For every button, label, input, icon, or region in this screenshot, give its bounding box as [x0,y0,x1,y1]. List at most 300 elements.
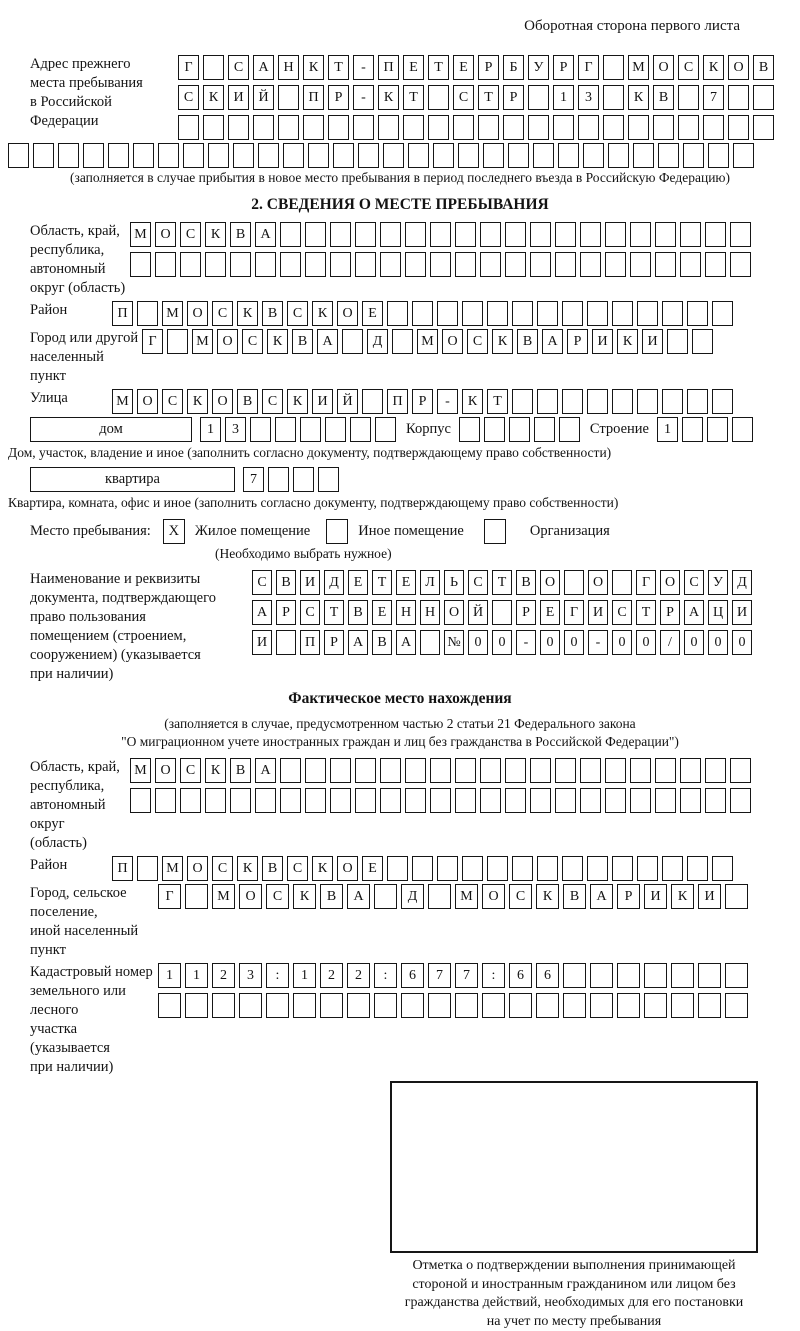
char-cell[interactable] [512,389,533,414]
char-cell[interactable] [437,301,458,326]
char-cell[interactable] [239,993,262,1018]
char-cell[interactable] [528,115,549,140]
char-cell[interactable]: С [612,600,632,625]
char-cell[interactable]: : [374,963,397,988]
char-cell[interactable] [455,993,478,1018]
char-cell[interactable]: П [300,630,320,655]
char-cell[interactable] [328,115,349,140]
char-cell[interactable] [512,301,533,326]
char-cell[interactable] [330,788,351,813]
char-cell[interactable] [698,993,721,1018]
char-cell[interactable] [692,329,713,354]
char-cell[interactable] [405,788,426,813]
char-cell[interactable] [680,222,701,247]
char-cell[interactable] [530,222,551,247]
char-cell[interactable]: - [588,630,608,655]
char-cell[interactable]: В [653,85,674,110]
char-cell[interactable]: 3 [225,417,246,442]
char-cell[interactable] [655,788,676,813]
char-cell[interactable] [580,252,601,277]
char-cell[interactable] [212,993,235,1018]
char-cell[interactable]: Р [324,630,344,655]
char-cell[interactable]: О [187,301,208,326]
char-cell[interactable] [583,143,604,168]
char-cell[interactable]: А [347,884,370,909]
char-cell[interactable]: М [130,222,151,247]
char-cell[interactable] [644,963,667,988]
char-cell[interactable] [203,55,224,80]
char-cell[interactable] [280,788,301,813]
char-cell[interactable]: А [253,55,274,80]
char-cell[interactable]: В [753,55,774,80]
char-cell[interactable]: 0 [612,630,632,655]
char-cell[interactable] [512,856,533,881]
char-cell[interactable] [178,115,199,140]
char-cell[interactable]: С [468,570,488,595]
char-cell[interactable]: 0 [492,630,512,655]
char-cell[interactable] [712,301,733,326]
char-cell[interactable]: П [112,301,133,326]
char-cell[interactable] [578,115,599,140]
char-cell[interactable]: А [255,222,276,247]
char-cell[interactable]: М [112,389,133,414]
char-cell[interactable]: 0 [636,630,656,655]
char-cell[interactable] [374,993,397,1018]
char-cell[interactable] [405,222,426,247]
char-cell[interactable] [680,788,701,813]
char-cell[interactable]: В [262,856,283,881]
char-cell[interactable]: М [162,301,183,326]
char-cell[interactable] [58,143,79,168]
char-cell[interactable] [508,143,529,168]
char-cell[interactable]: № [444,630,464,655]
char-cell[interactable]: Е [362,856,383,881]
char-cell[interactable] [355,252,376,277]
char-cell[interactable] [428,993,451,1018]
char-cell[interactable] [387,856,408,881]
char-cell[interactable] [605,252,626,277]
char-cell[interactable]: 1 [657,417,678,442]
char-cell[interactable] [108,143,129,168]
char-cell[interactable] [355,788,376,813]
char-cell[interactable] [453,115,474,140]
char-cell[interactable] [725,993,748,1018]
char-cell[interactable] [728,115,749,140]
char-cell[interactable]: Н [420,600,440,625]
char-cell[interactable]: С [242,329,263,354]
char-cell[interactable]: С [678,55,699,80]
char-cell[interactable]: П [378,55,399,80]
char-cell[interactable]: 6 [401,963,424,988]
char-cell[interactable] [492,600,512,625]
char-cell[interactable] [608,143,629,168]
char-cell[interactable]: 0 [564,630,584,655]
char-cell[interactable]: И [644,884,667,909]
char-cell[interactable]: Д [401,884,424,909]
char-cell[interactable] [562,301,583,326]
char-cell[interactable] [430,222,451,247]
char-cell[interactable] [637,389,658,414]
char-cell[interactable]: О [337,856,358,881]
char-cell[interactable] [33,143,54,168]
char-cell[interactable]: 1 [293,963,316,988]
char-cell[interactable]: В [517,329,538,354]
char-cell[interactable]: Р [412,389,433,414]
char-cell[interactable] [580,222,601,247]
char-cell[interactable]: 3 [578,85,599,110]
char-cell[interactable]: И [588,600,608,625]
char-cell[interactable] [347,993,370,1018]
char-cell[interactable] [253,115,274,140]
char-cell[interactable] [580,758,601,783]
char-cell[interactable]: И [732,600,752,625]
char-cell[interactable] [480,222,501,247]
char-cell[interactable] [680,758,701,783]
char-cell[interactable] [268,467,289,492]
checkbox-inoe[interactable] [326,519,348,544]
char-cell[interactable]: С [453,85,474,110]
char-cell[interactable] [430,788,451,813]
char-cell[interactable] [505,758,526,783]
char-cell[interactable]: О [187,856,208,881]
char-cell[interactable]: О [540,570,560,595]
char-cell[interactable]: Т [324,600,344,625]
char-cell[interactable] [330,758,351,783]
char-cell[interactable]: В [237,389,258,414]
char-cell[interactable] [158,143,179,168]
char-cell[interactable] [330,252,351,277]
char-cell[interactable] [605,758,626,783]
char-cell[interactable] [374,884,397,909]
char-cell[interactable] [612,856,633,881]
char-cell[interactable] [320,993,343,1018]
char-cell[interactable]: В [262,301,283,326]
char-cell[interactable]: Р [276,600,296,625]
char-cell[interactable]: Г [158,884,181,909]
char-cell[interactable]: К [203,85,224,110]
char-cell[interactable] [680,252,701,277]
char-cell[interactable] [487,301,508,326]
char-cell[interactable]: А [590,884,613,909]
char-cell[interactable]: Г [564,600,584,625]
char-cell[interactable]: К [205,222,226,247]
char-cell[interactable] [430,252,451,277]
char-cell[interactable] [555,758,576,783]
char-cell[interactable]: Т [372,570,392,595]
char-cell[interactable]: К [287,389,308,414]
char-cell[interactable] [662,389,683,414]
char-cell[interactable] [687,301,708,326]
char-cell[interactable] [137,856,158,881]
char-cell[interactable] [603,55,624,80]
char-cell[interactable] [562,856,583,881]
char-cell[interactable] [455,788,476,813]
char-cell[interactable] [278,115,299,140]
char-cell[interactable]: 7 [428,963,451,988]
char-cell[interactable]: О [155,758,176,783]
char-cell[interactable]: К [628,85,649,110]
char-cell[interactable]: - [516,630,536,655]
char-cell[interactable]: Г [578,55,599,80]
char-cell[interactable]: У [528,55,549,80]
char-cell[interactable] [687,389,708,414]
char-cell[interactable] [205,252,226,277]
char-cell[interactable]: С [287,856,308,881]
char-cell[interactable]: А [252,600,272,625]
char-cell[interactable]: К [492,329,513,354]
char-cell[interactable]: К [205,758,226,783]
char-cell[interactable] [617,993,640,1018]
char-cell[interactable]: П [112,856,133,881]
char-cell[interactable]: 0 [540,630,560,655]
char-cell[interactable]: 0 [732,630,752,655]
char-cell[interactable] [612,389,633,414]
char-cell[interactable]: В [516,570,536,595]
char-cell[interactable]: Р [503,85,524,110]
char-cell[interactable]: Р [617,884,640,909]
char-cell[interactable] [705,252,726,277]
char-cell[interactable] [682,417,703,442]
char-cell[interactable] [505,788,526,813]
char-cell[interactable] [355,222,376,247]
char-cell[interactable] [250,417,271,442]
char-cell[interactable] [412,856,433,881]
char-cell[interactable]: 7 [243,467,264,492]
char-cell[interactable] [203,115,224,140]
char-cell[interactable]: О [444,600,464,625]
char-cell[interactable]: В [320,884,343,909]
char-cell[interactable] [158,993,181,1018]
char-cell[interactable] [678,85,699,110]
char-cell[interactable] [275,417,296,442]
char-cell[interactable] [300,417,321,442]
char-cell[interactable]: В [372,630,392,655]
char-cell[interactable] [130,788,151,813]
char-cell[interactable] [698,963,721,988]
char-cell[interactable] [383,143,404,168]
char-cell[interactable] [330,222,351,247]
char-cell[interactable] [730,788,751,813]
char-cell[interactable] [167,329,188,354]
char-cell[interactable]: О [482,884,505,909]
char-cell[interactable] [605,222,626,247]
char-cell[interactable] [633,143,654,168]
char-cell[interactable] [380,788,401,813]
char-cell[interactable]: 1 [553,85,574,110]
char-cell[interactable] [180,788,201,813]
char-cell[interactable]: С [266,884,289,909]
char-cell[interactable]: И [252,630,272,655]
char-cell[interactable]: 6 [509,963,532,988]
char-cell[interactable]: О [212,389,233,414]
char-cell[interactable] [678,115,699,140]
char-cell[interactable]: С [287,301,308,326]
char-cell[interactable] [667,329,688,354]
char-cell[interactable]: Р [567,329,588,354]
char-cell[interactable] [705,788,726,813]
char-cell[interactable]: Е [348,570,368,595]
char-cell[interactable]: И [698,884,721,909]
char-cell[interactable] [455,252,476,277]
char-cell[interactable] [350,417,371,442]
char-cell[interactable]: П [387,389,408,414]
char-cell[interactable] [537,389,558,414]
char-cell[interactable]: К [187,389,208,414]
char-cell[interactable] [505,252,526,277]
char-cell[interactable]: А [396,630,416,655]
char-cell[interactable] [533,143,554,168]
char-cell[interactable]: К [536,884,559,909]
char-cell[interactable] [555,252,576,277]
char-cell[interactable] [725,963,748,988]
char-cell[interactable] [730,252,751,277]
char-cell[interactable]: 1 [200,417,221,442]
char-cell[interactable] [564,570,584,595]
char-cell[interactable] [753,85,774,110]
char-cell[interactable]: 2 [320,963,343,988]
char-cell[interactable] [276,630,296,655]
char-cell[interactable] [617,963,640,988]
char-cell[interactable]: С [178,85,199,110]
char-cell[interactable]: К [303,55,324,80]
char-cell[interactable] [305,252,326,277]
char-cell[interactable]: К [237,301,258,326]
char-cell[interactable] [605,788,626,813]
char-cell[interactable] [603,115,624,140]
char-cell[interactable] [137,301,158,326]
char-cell[interactable] [707,417,728,442]
char-cell[interactable] [180,252,201,277]
char-cell[interactable]: Т [328,55,349,80]
char-cell[interactable]: 1 [158,963,181,988]
char-cell[interactable] [590,963,613,988]
char-cell[interactable]: С [509,884,532,909]
char-cell[interactable] [459,417,480,442]
char-cell[interactable]: И [300,570,320,595]
char-cell[interactable] [534,417,555,442]
char-cell[interactable]: К [378,85,399,110]
char-cell[interactable] [458,143,479,168]
char-cell[interactable]: О [155,222,176,247]
char-cell[interactable] [183,143,204,168]
char-cell[interactable]: Т [492,570,512,595]
char-cell[interactable] [559,417,580,442]
char-cell[interactable]: Т [636,600,656,625]
char-cell[interactable] [562,389,583,414]
char-cell[interactable]: К [703,55,724,80]
char-cell[interactable] [655,758,676,783]
char-cell[interactable] [703,115,724,140]
char-cell[interactable] [375,417,396,442]
char-cell[interactable] [455,758,476,783]
char-cell[interactable]: М [455,884,478,909]
char-cell[interactable] [590,993,613,1018]
char-cell[interactable]: : [266,963,289,988]
char-cell[interactable] [433,143,454,168]
char-cell[interactable] [392,329,413,354]
char-cell[interactable]: Й [253,85,274,110]
char-cell[interactable] [405,758,426,783]
char-cell[interactable]: И [642,329,663,354]
char-cell[interactable]: 0 [708,630,728,655]
char-cell[interactable] [587,389,608,414]
char-cell[interactable] [293,467,314,492]
char-cell[interactable] [480,788,501,813]
char-cell[interactable] [293,993,316,1018]
char-cell[interactable] [528,85,549,110]
char-cell[interactable] [537,301,558,326]
char-cell[interactable] [662,301,683,326]
char-cell[interactable] [637,856,658,881]
char-cell[interactable] [233,143,254,168]
char-cell[interactable]: Е [396,570,416,595]
char-cell[interactable]: И [228,85,249,110]
char-cell[interactable] [266,993,289,1018]
char-cell[interactable] [705,222,726,247]
char-cell[interactable] [530,788,551,813]
char-cell[interactable] [653,115,674,140]
char-cell[interactable]: К [237,856,258,881]
char-cell[interactable]: В [292,329,313,354]
char-cell[interactable]: О [137,389,158,414]
char-cell[interactable] [687,856,708,881]
char-cell[interactable]: С [252,570,272,595]
char-cell[interactable] [403,115,424,140]
char-cell[interactable]: Н [396,600,416,625]
char-cell[interactable] [728,85,749,110]
char-cell[interactable] [155,252,176,277]
char-cell[interactable] [318,467,339,492]
char-cell[interactable] [208,143,229,168]
char-cell[interactable] [280,758,301,783]
char-cell[interactable] [420,630,440,655]
char-cell[interactable] [671,993,694,1018]
char-cell[interactable] [612,301,633,326]
char-cell[interactable] [278,85,299,110]
char-cell[interactable]: В [276,570,296,595]
char-cell[interactable] [185,884,208,909]
char-cell[interactable] [536,993,559,1018]
char-cell[interactable] [405,252,426,277]
char-cell[interactable]: Е [372,600,392,625]
char-cell[interactable]: Т [487,389,508,414]
char-cell[interactable] [644,993,667,1018]
char-cell[interactable] [753,115,774,140]
char-cell[interactable] [555,788,576,813]
char-cell[interactable] [355,758,376,783]
char-cell[interactable]: Р [660,600,680,625]
char-cell[interactable] [130,252,151,277]
char-cell[interactable]: В [230,758,251,783]
char-cell[interactable]: Е [362,301,383,326]
char-cell[interactable]: Л [420,570,440,595]
char-cell[interactable] [612,570,632,595]
char-cell[interactable] [333,143,354,168]
char-cell[interactable]: Б [503,55,524,80]
char-cell[interactable] [730,758,751,783]
char-cell[interactable] [462,856,483,881]
char-cell[interactable]: Е [540,600,560,625]
char-cell[interactable] [725,884,748,909]
char-cell[interactable]: У [708,570,728,595]
char-cell[interactable] [462,301,483,326]
char-cell[interactable]: Ь [444,570,464,595]
char-cell[interactable]: Р [516,600,536,625]
char-cell[interactable]: Н [278,55,299,80]
char-cell[interactable] [712,856,733,881]
char-cell[interactable]: А [684,600,704,625]
char-cell[interactable]: К [293,884,316,909]
